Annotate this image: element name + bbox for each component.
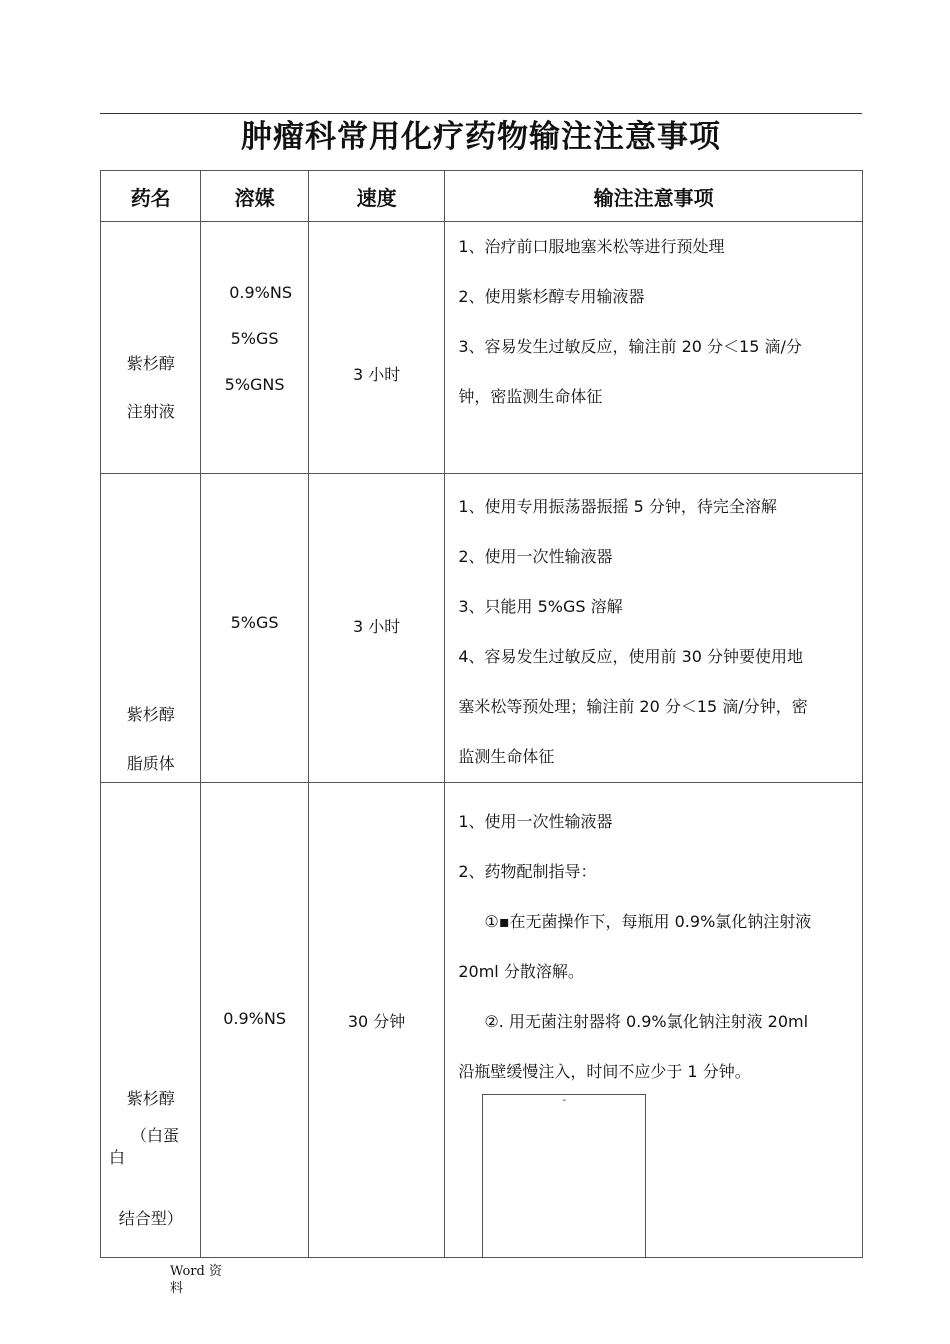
drug-name-line: 结合型） — [118, 1209, 183, 1228]
table-row — [101, 474, 863, 783]
note-line: 2、药物配制指导： — [458, 862, 597, 881]
speed-value: 3 小时 — [352, 365, 401, 384]
embedded-box-mark: - — [562, 1095, 567, 1106]
speed-value: 3 小时 — [352, 617, 401, 636]
solvent-cell — [201, 222, 308, 474]
table-header-row — [101, 171, 863, 222]
solvent-line: 5%GNS — [224, 375, 285, 394]
note-line: ①▪在无菌操作下，每瓶用 0.9%氯化钠注射液 — [484, 912, 812, 931]
note-line: 20ml 分散溶解。 — [458, 962, 584, 981]
drug-name-cell — [101, 222, 201, 474]
table-row — [101, 222, 863, 474]
note-line: 1、治疗前口服地塞米松等进行预处理 — [458, 237, 725, 256]
drug-name-line: （白蛋白 — [109, 1126, 180, 1167]
note-line: 沿瓶壁缓慢注入，时间不应少于 1 分钟。 — [458, 1062, 751, 1081]
note-line: 2、使用紫杉醇专用输液器 — [458, 287, 645, 306]
notes-cell — [445, 474, 863, 783]
solvent-line: 5%GS — [230, 329, 279, 348]
solvent-line: 0.9%NS — [223, 1009, 286, 1028]
drug-table — [100, 170, 863, 1258]
note-line: 钟，密监测生命体征 — [458, 387, 603, 406]
note-line: 3、容易发生过敏反应，输注前 20 分＜15 滴/分 — [458, 337, 802, 356]
note-line: 1、使用专用振荡器振摇 5 分钟，待完全溶解 — [458, 497, 777, 516]
speed-cell — [308, 783, 445, 1258]
note-line: ②. 用无菌注射器将 0.9%氯化钠注射液 20ml — [484, 1012, 809, 1031]
notes-cell — [445, 783, 863, 1258]
speed-value: 30 分钟 — [347, 1012, 406, 1031]
drug-name-line: 脂质体 — [126, 754, 175, 773]
speed-cell — [308, 474, 445, 783]
notes-cell — [445, 222, 863, 474]
drug-name-line: 紫杉醇 — [126, 1089, 175, 1108]
table-row — [101, 783, 863, 1258]
header-notes: 输注注意事项 — [445, 171, 863, 222]
note-line: 1、使用一次性输液器 — [458, 812, 613, 831]
drug-name-cell — [101, 474, 201, 783]
note-line: 3、只能用 5%GS 溶解 — [458, 597, 623, 616]
speed-cell — [308, 222, 445, 474]
header-solvent: 溶媒 — [201, 171, 308, 222]
drug-name-line: 紫杉醇 — [126, 354, 175, 373]
document-title: 肿瘤科常用化疗药物输注注意事项 — [241, 119, 721, 155]
solvent-line: 0.9%NS — [229, 283, 292, 302]
drug-name-line: 注射液 — [126, 402, 175, 421]
solvent-cell — [201, 783, 308, 1258]
embedded-image-box — [482, 1094, 646, 1258]
note-line: 4、容易发生过敏反应，使用前 30 分钟要使用地 — [458, 647, 804, 666]
drug-name-cell — [101, 783, 201, 1258]
solvent-line: 5%GS — [230, 613, 279, 632]
header-drug: 药名 — [101, 171, 201, 222]
note-line: 监测生命体征 — [458, 747, 555, 766]
footer-label: Word 资料 — [170, 1264, 222, 1296]
header-speed: 速度 — [308, 171, 445, 222]
solvent-cell — [201, 474, 308, 783]
drug-name-line: 紫杉醇 — [126, 705, 175, 724]
note-line: 2、使用一次性输液器 — [458, 547, 613, 566]
top-rule — [100, 113, 862, 114]
note-line: 塞米松等预处理；输注前 20 分＜15 滴/分钟，密 — [458, 697, 808, 716]
